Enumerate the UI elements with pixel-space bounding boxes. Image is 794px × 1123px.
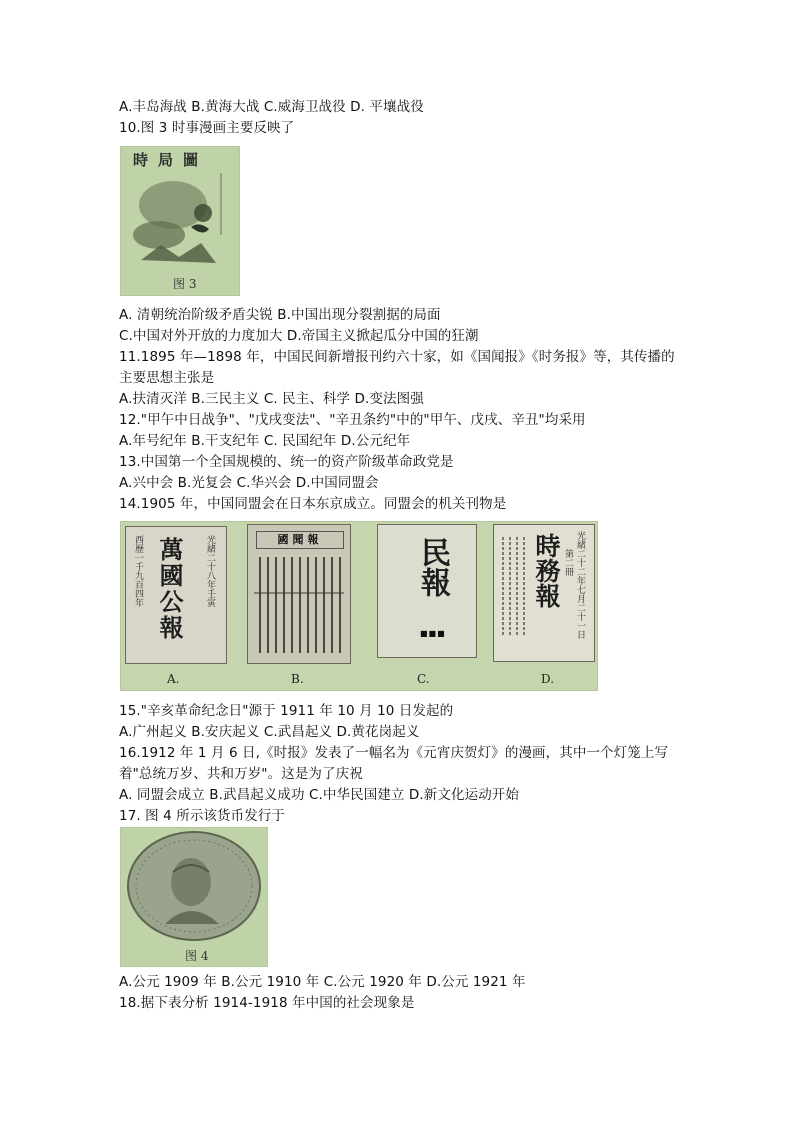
paper-c-label: C. [417,672,430,686]
q17-options: A.公元 1909 年 B.公元 1910 年 C.公元 1920 年 D.公元 1921 年 [119,974,526,990]
q9-options: A.丰岛海战 B.黄海大战 C.威海卫战役 D. 平壤战役 [119,99,424,115]
paper-a-label: A. [167,672,180,686]
paper-d [493,524,595,662]
paper-a-side-right: 光緒二十八年壬寅 [205,535,215,607]
paper-d-text-columns [498,537,528,647]
coin-illustration [121,828,267,946]
q12-stem: 12."甲午中日战争"、"戊戌变法"、"辛丑条约"中的"甲午、戊戌、辛丑"均采用 [119,412,586,428]
newspaper-options-figure [120,521,598,691]
figure-3-cartoon [120,146,240,296]
q17-stem: 17. 图 4 所示该货币发行于 [119,808,286,824]
q15-options: A.广州起义 B.安庆起义 C.武昌起义 D.黄花岗起义 [119,724,420,740]
q16-stem-line2: 着"总统万岁、共和万岁"。这是为了庆祝 [119,766,363,782]
paper-b [247,524,351,664]
paper-c-title: 民報 [415,537,450,597]
paper-a-side-left: 西歷一千九百四年 [133,535,143,607]
q12-options: A.年号纪年 B.干支纪年 C. 民国纪年 D.公元纪年 [119,433,411,449]
paper-d-title: 時務報 [532,533,561,608]
q11-stem-line2: 主要思想主张是 [119,370,215,386]
q11-options: A.扶清灭洋 B.三民主义 C. 民主、科学 D.变法图强 [119,391,424,407]
q14-stem: 14.1905 年，中国同盟会在日本东京成立。同盟会的机关刊物是 [119,496,507,512]
paper-c-marks: ■■■ [420,629,446,638]
q18-stem: 18.据下表分析 1914-1918 年中国的社会现象是 [119,995,415,1011]
q16-stem-line1: 16.1912 年 1 月 6 日,《时报》发表了一幅名为《元宵庆贺灯》的漫画，其中一个灯笼上写 [119,745,669,761]
q15-stem: 15."辛亥革命纪念日"源于 1911 年 10 月 10 日发起的 [119,703,454,719]
figure-4-coin [120,827,268,967]
q11-stem-line1: 11.1895 年—1898 年，中国民间新增报刊约六十家，如《国闻报》《时务报》等，其传播的 [119,349,675,365]
figure-3-title: 時局圖 [133,151,209,169]
paper-b-title: 國聞報 [256,531,344,549]
q13-stem: 13.中国第一个全国规模的、统一的资产阶级革命政党是 [119,454,454,470]
paper-c [377,524,477,658]
figure-3-caption: 图 3 [173,277,197,291]
paper-d-issue: 第二冊 [563,549,573,576]
figure-4-caption: 图 4 [185,949,209,963]
paper-b-columns [248,553,350,663]
paper-a [125,526,227,664]
q10-options-line1: A. 清朝统治阶级矛盾尖锐 B.中国出现分裂割据的局面 [119,307,441,323]
paper-a-title: 萬國公報 [155,537,184,641]
q10-options-line2: C.中国对外开放的力度加大 D.帝国主义掀起瓜分中国的狂潮 [119,328,479,344]
paper-d-date: 光緒二十二年七月二十一日 [575,531,585,639]
paper-d-label: D. [541,672,555,686]
q13-options: A.兴中会 B.光复会 C.华兴会 D.中国同盟会 [119,475,379,491]
q10-stem: 10.图 3 时事漫画主要反映了 [119,120,295,136]
q16-options: A. 同盟会成立 B.武昌起义成功 C.中华民国建立 D.新文化运动开始 [119,787,520,803]
paper-b-label: B. [291,672,304,686]
